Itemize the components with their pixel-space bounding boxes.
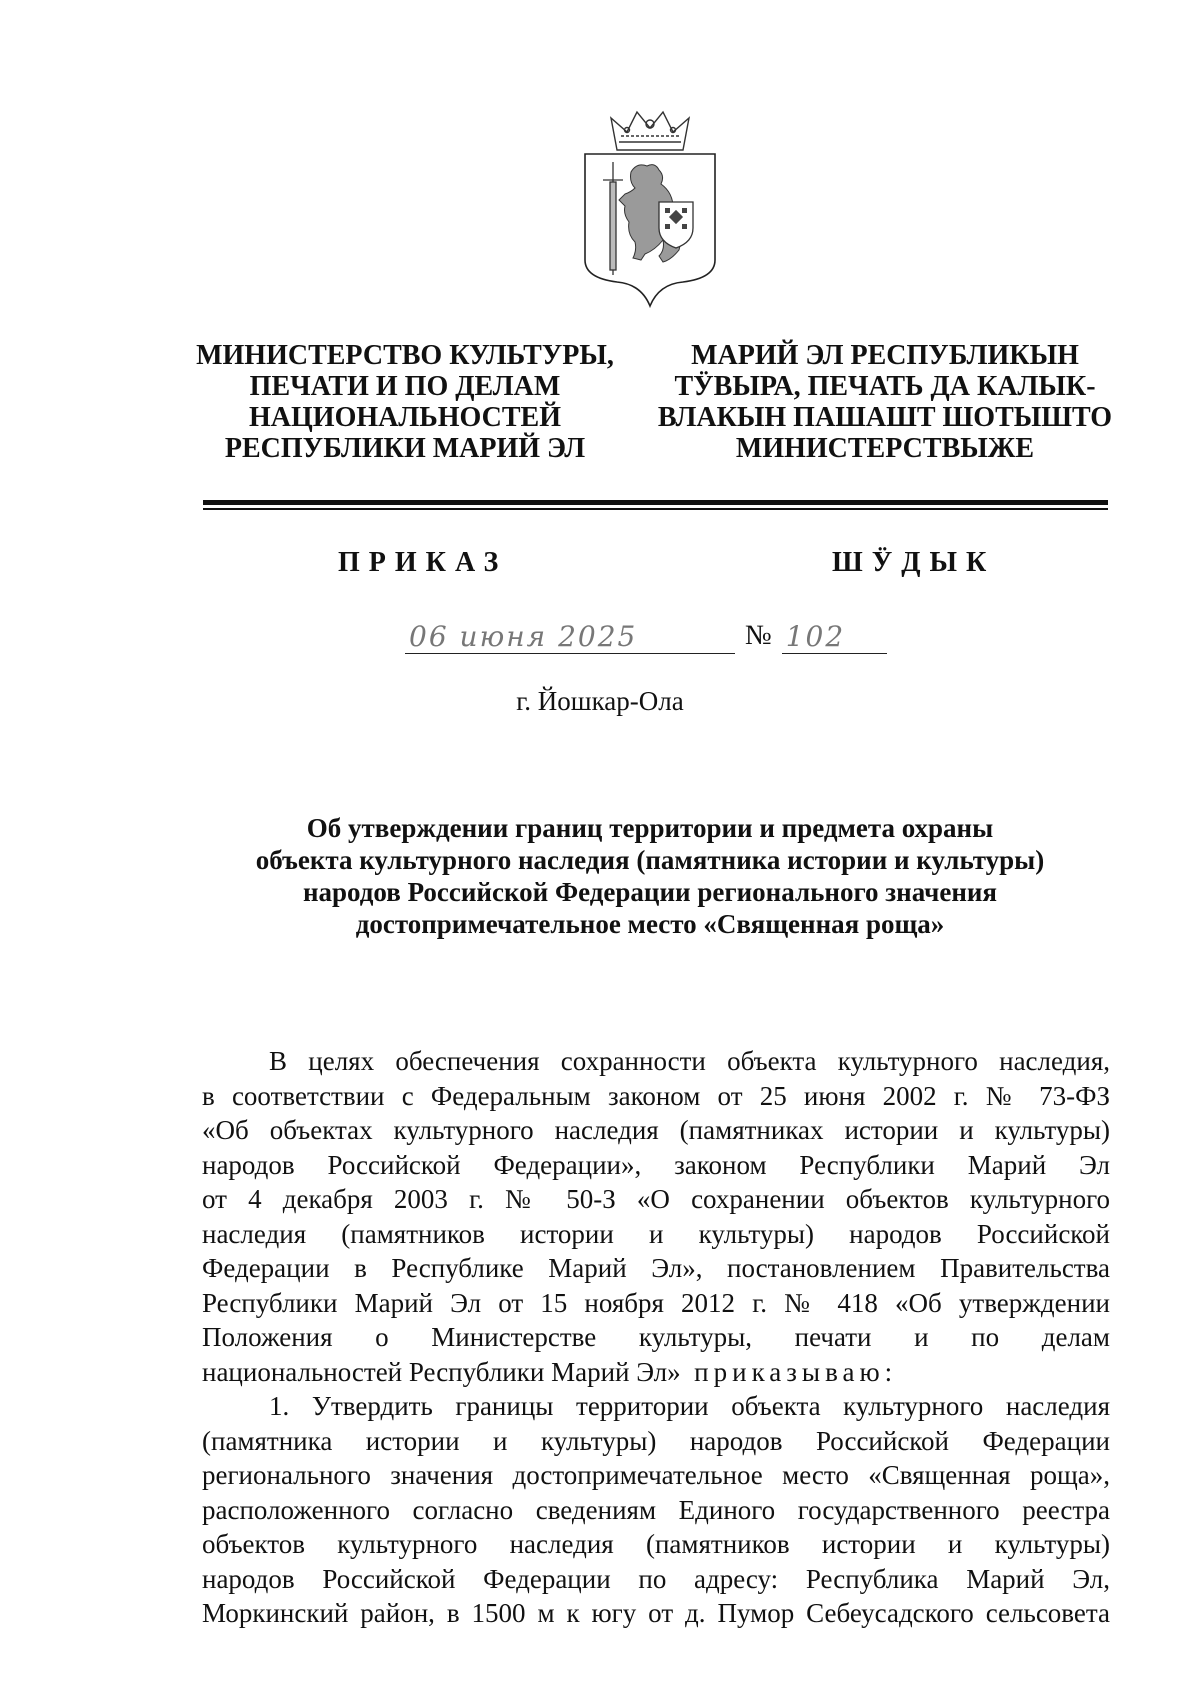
ministry-name-russian [180, 340, 630, 464]
order-date-handwritten: 06 июня 2025 [405, 620, 735, 654]
coat-of-arms-icon [575, 110, 725, 310]
body-line: 1. Утвердить границы территории объекта культурного наследия [269, 1391, 1110, 1421]
body-line: народов Российской Федерации по адресу: Республика Марий Эл, [202, 1563, 1110, 1594]
item-1-paragraph [202, 1389, 1110, 1631]
body-line [202, 1355, 1110, 1390]
body-line: «Об объектах культурного наследия (памятниках истории и культуры) [202, 1115, 1110, 1145]
body-line: от 4 декабря 2003 г. № 50-З «О сохранении объектов культурного [202, 1184, 1110, 1214]
order-title-russian: ПРИКАЗ [338, 547, 508, 578]
city-name: г. Йошкар-Ола [516, 686, 684, 716]
ministry-mari-line: ВЛАКЫН ПАШАШТ ШОТЫШТО [657, 402, 1113, 433]
header-divider-thin [203, 508, 1108, 510]
ministry-header [160, 340, 1120, 464]
number-sign: № [745, 620, 772, 651]
order-body [202, 1044, 1110, 1631]
header-divider-thick [203, 500, 1108, 505]
order-verb: приказываю: [694, 1356, 898, 1387]
body-line: Моркинский район, в 1500 м к югу от д. Пумор Себеусадского сельсовета [202, 1598, 1110, 1628]
subject-line: Об утверждении границ территории и предмета охраны [306, 813, 994, 843]
preamble-paragraph [202, 1044, 1110, 1389]
ministry-ru-line: РЕСПУБЛИКИ МАРИЙ ЭЛ [224, 433, 586, 464]
coat-of-arms-emblem [575, 110, 725, 310]
body-line: Федерации в Республике Марий Эл», постановлением Правительства [202, 1253, 1110, 1283]
order-date-number [405, 620, 887, 654]
body-line: наследия (памятников истории и культуры) народов Российской [202, 1218, 1110, 1249]
body-line: народов Российской Федерации», законом Республики Марий Эл [202, 1149, 1110, 1180]
order-title-mari: ШӰДЫК [832, 547, 996, 578]
ministry-name-mari [650, 340, 1120, 464]
ministry-ru-line: МИНИСТЕРСТВО КУЛЬТУРЫ, [196, 340, 614, 371]
body-line: регионального значения достопримечательное место «Священная роща», [202, 1460, 1110, 1490]
ministry-mari-line: МИНИСТЕРСТВЫЖЕ [735, 433, 1035, 464]
body-line: (памятника истории и культуры) народов Российской Федерации [202, 1425, 1110, 1456]
body-line: расположенного согласно сведениям Единого государственного реестра [202, 1494, 1110, 1525]
ministry-ru-line: НАЦИОНАЛЬНОСТЕЙ [249, 402, 561, 433]
subject-line: достопримечательное место «Священная роща» [355, 909, 945, 939]
body-line: в соответствии с Федеральным законом от 25 июня 2002 г. № 73-ФЗ [202, 1080, 1110, 1111]
body-line: Республики Марий Эл от 15 ноября 2012 г. № 418 «Об утверждении [202, 1287, 1110, 1318]
ministry-mari-line: МАРИЙ ЭЛ РЕСПУБЛИКЫН [691, 340, 1079, 371]
body-line: Положения о Министерстве культуры, печати и по делам [202, 1322, 1110, 1352]
subject-line: народов Российской Федерации регионального значения [302, 877, 998, 907]
body-line: В целях обеспечения сохранности объекта культурного наследия, [269, 1046, 1110, 1076]
ministry-mari-line: ТӰВЫРА, ПЕЧАТЬ ДА КАЛЫК- [674, 371, 1096, 402]
body-line-prefix: национальностей Республики Марий Эл» [202, 1356, 681, 1387]
order-subject [180, 812, 1120, 940]
subject-line: объекта культурного наследия (памятника истории и культуры) [255, 845, 1045, 875]
ministry-ru-line: ПЕЧАТИ И ПО ДЕЛАМ [249, 371, 561, 402]
order-number-handwritten: 102 [782, 620, 887, 654]
body-line: объектов культурного наследия (памятников истории и культуры) [202, 1529, 1110, 1559]
